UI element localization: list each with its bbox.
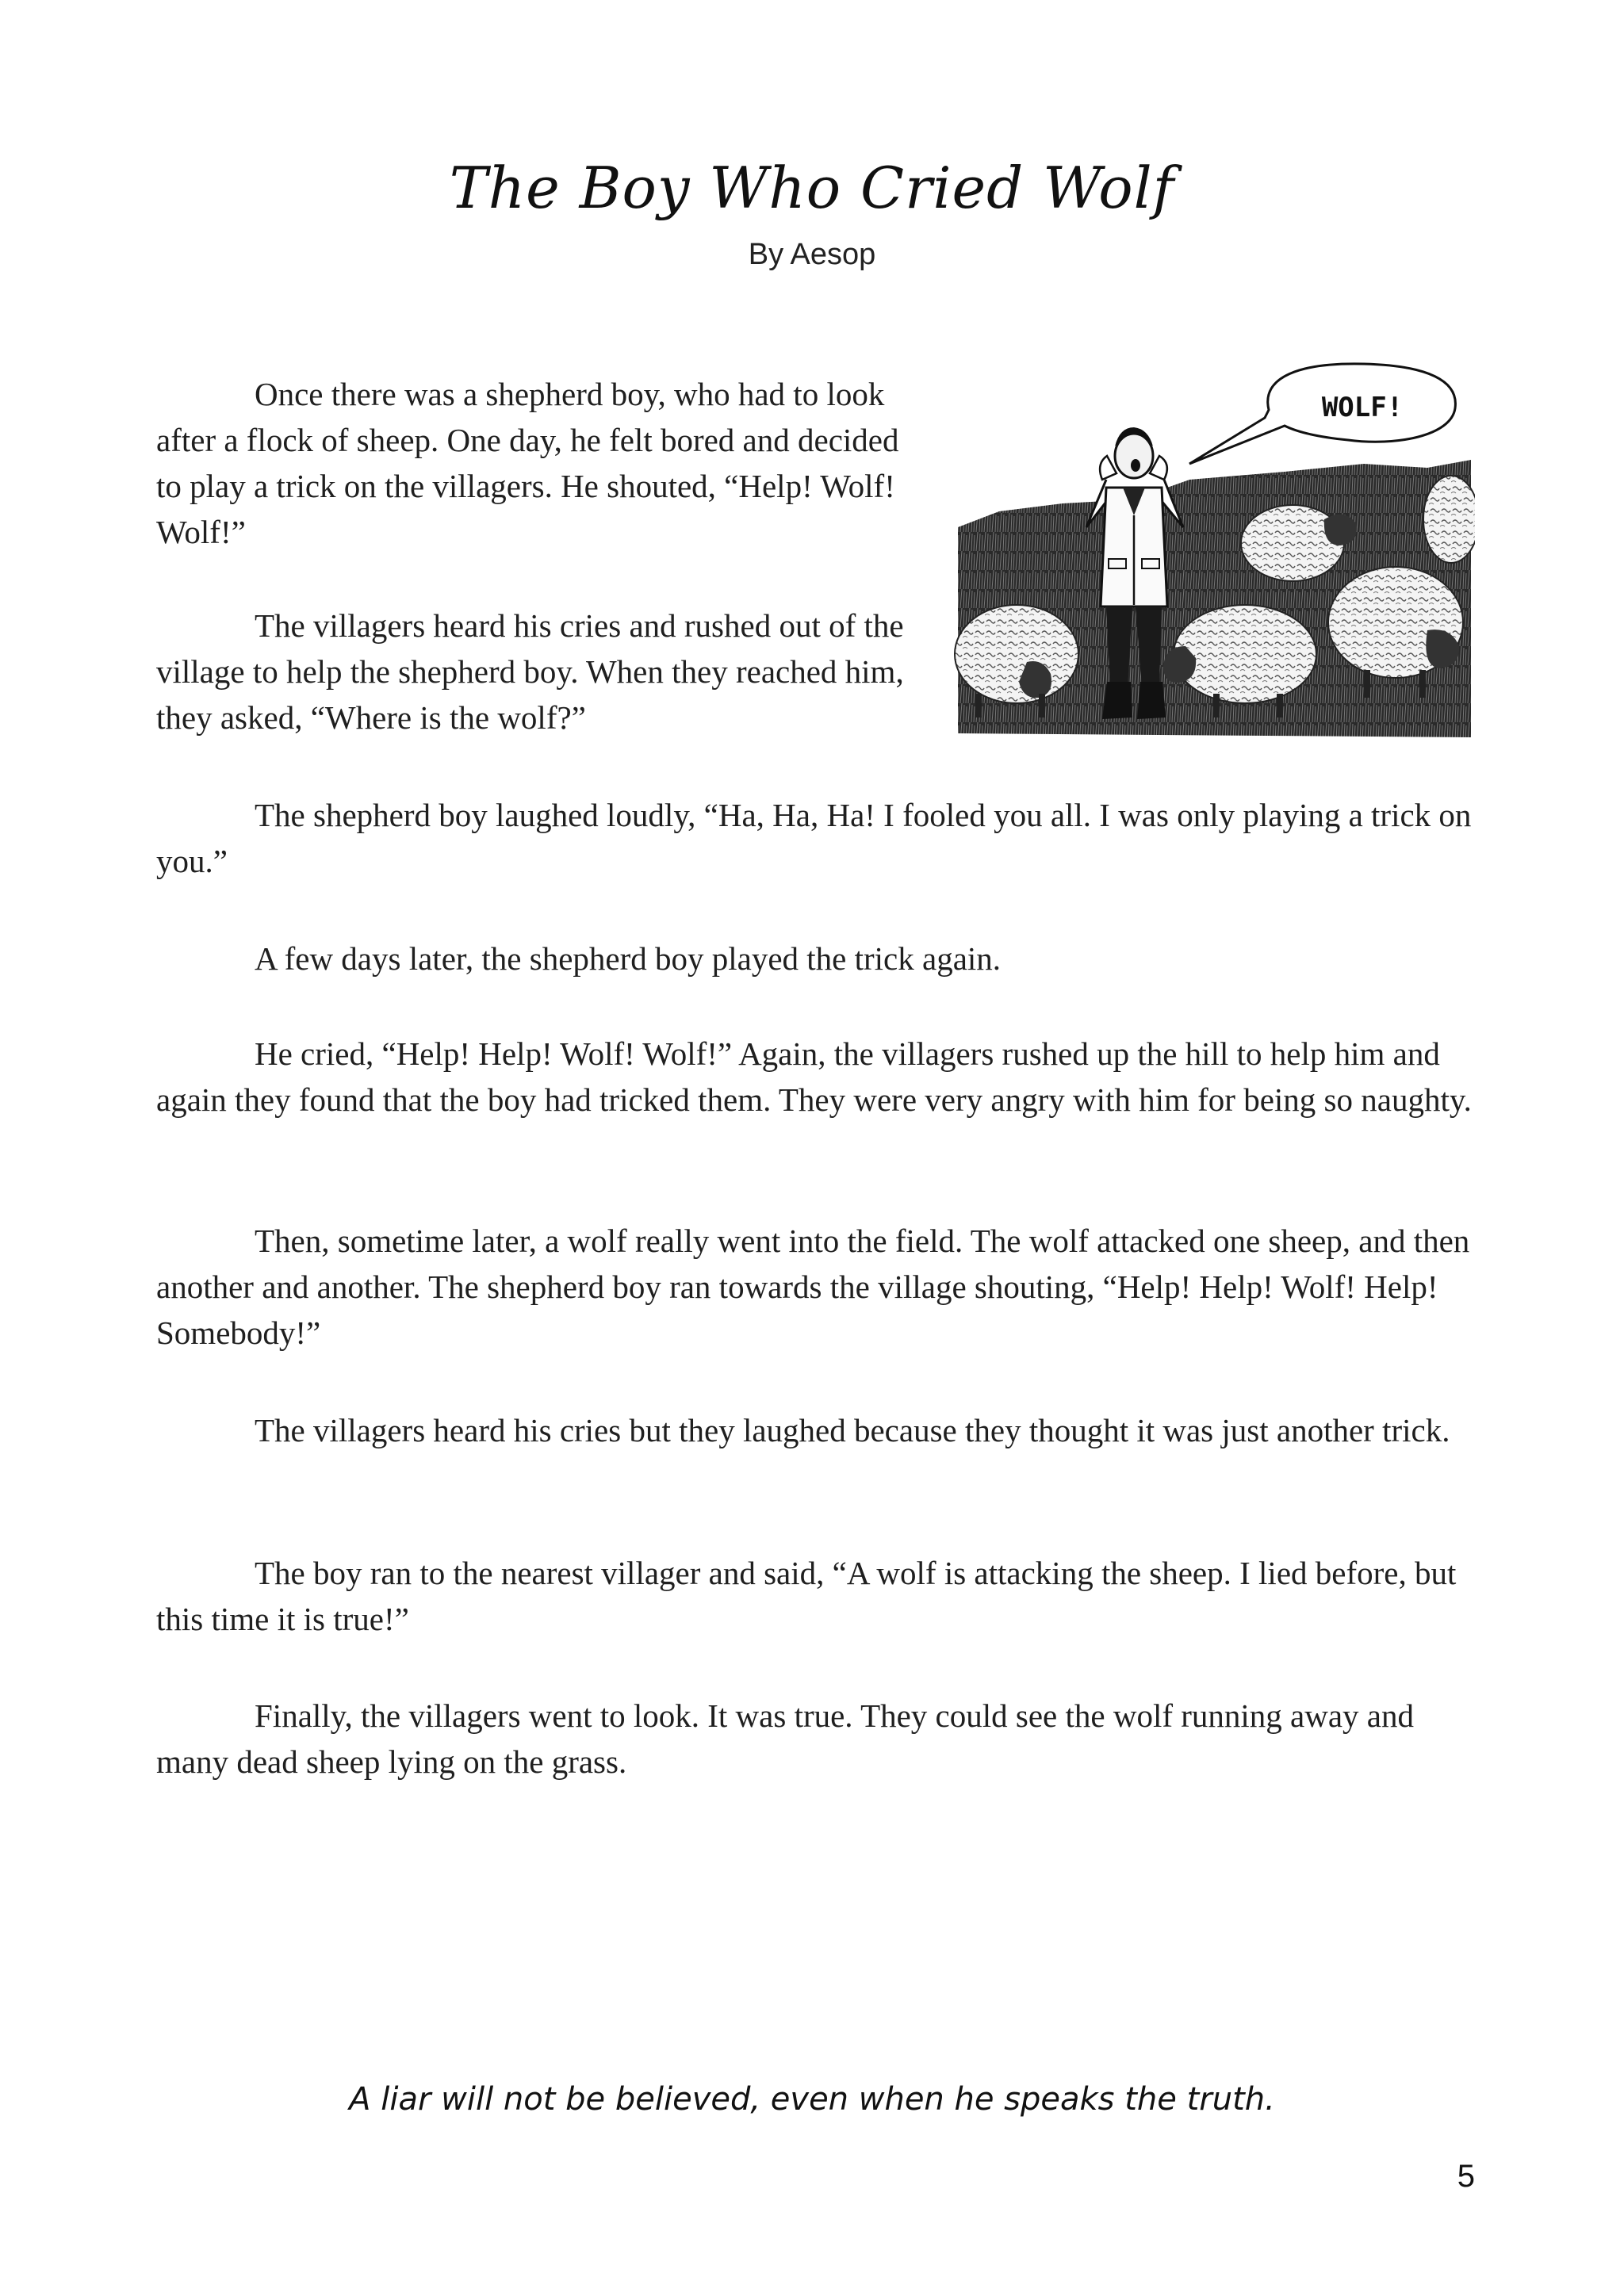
paragraph-8: The boy ran to the nearest villager and said, “A wolf is attacking the sheep. I lied before, but this time it is true!” (156, 1555, 1457, 1637)
paragraph-3: The shepherd boy laughed loudly, “Ha, Ha, Ha! I fooled you all. I was only playing a trick on you.” (156, 797, 1472, 879)
paragraph-5: He cried, “Help! Help! Wolf! Wolf!” Again, the villagers rushed up the hill to help him and again they found that the boy had tricked them. They were very angry with him for being so naughty. (156, 1035, 1472, 1118)
speech-bubble-text: WOLF! (1321, 392, 1404, 423)
story-moral: A liar will not be believed, even when he speaks the truth. (349, 2081, 1275, 2118)
sheep-far-right (1423, 476, 1475, 563)
paragraph-4: A few days later, the shepherd boy played the trick again. (255, 940, 1002, 977)
paragraph-7: The villagers heard his cries but they laughed because they thought it was just another trick. (255, 1412, 1450, 1448)
paragraph-1: Once there was a shepherd boy, who had to look after a flock of sheep. One day, he felt bored and decided to play a trick on the villagers. He shouted, “Help! Wolf! Wolf!” (156, 376, 899, 550)
story-title: The Boy Who Cried Wolf (449, 155, 1175, 221)
paragraph-9: Finally, the villagers went to look. It was true. They could see the wolf running away and many dead sheep lying on the grass. (156, 1697, 1414, 1780)
story-author: By Aesop (748, 238, 876, 271)
paragraph-6: Then, sometime later, a wolf really went into the field. The wolf attacked one sheep, and then another and another. The shepherd boy ran towards the village shouting, “Help! Help! Wolf! Help! Somebody!” (156, 1223, 1470, 1351)
speech-bubble (1189, 364, 1455, 464)
paragraph-2: The villagers heard his cries and rushed out of the village to help the shepherd boy. When they reached him, they asked, “Where is the wolf?” (156, 607, 904, 736)
boy-shouting-with-sheep-illustration (952, 361, 1475, 737)
page-number: 5 (1457, 2159, 1475, 2194)
